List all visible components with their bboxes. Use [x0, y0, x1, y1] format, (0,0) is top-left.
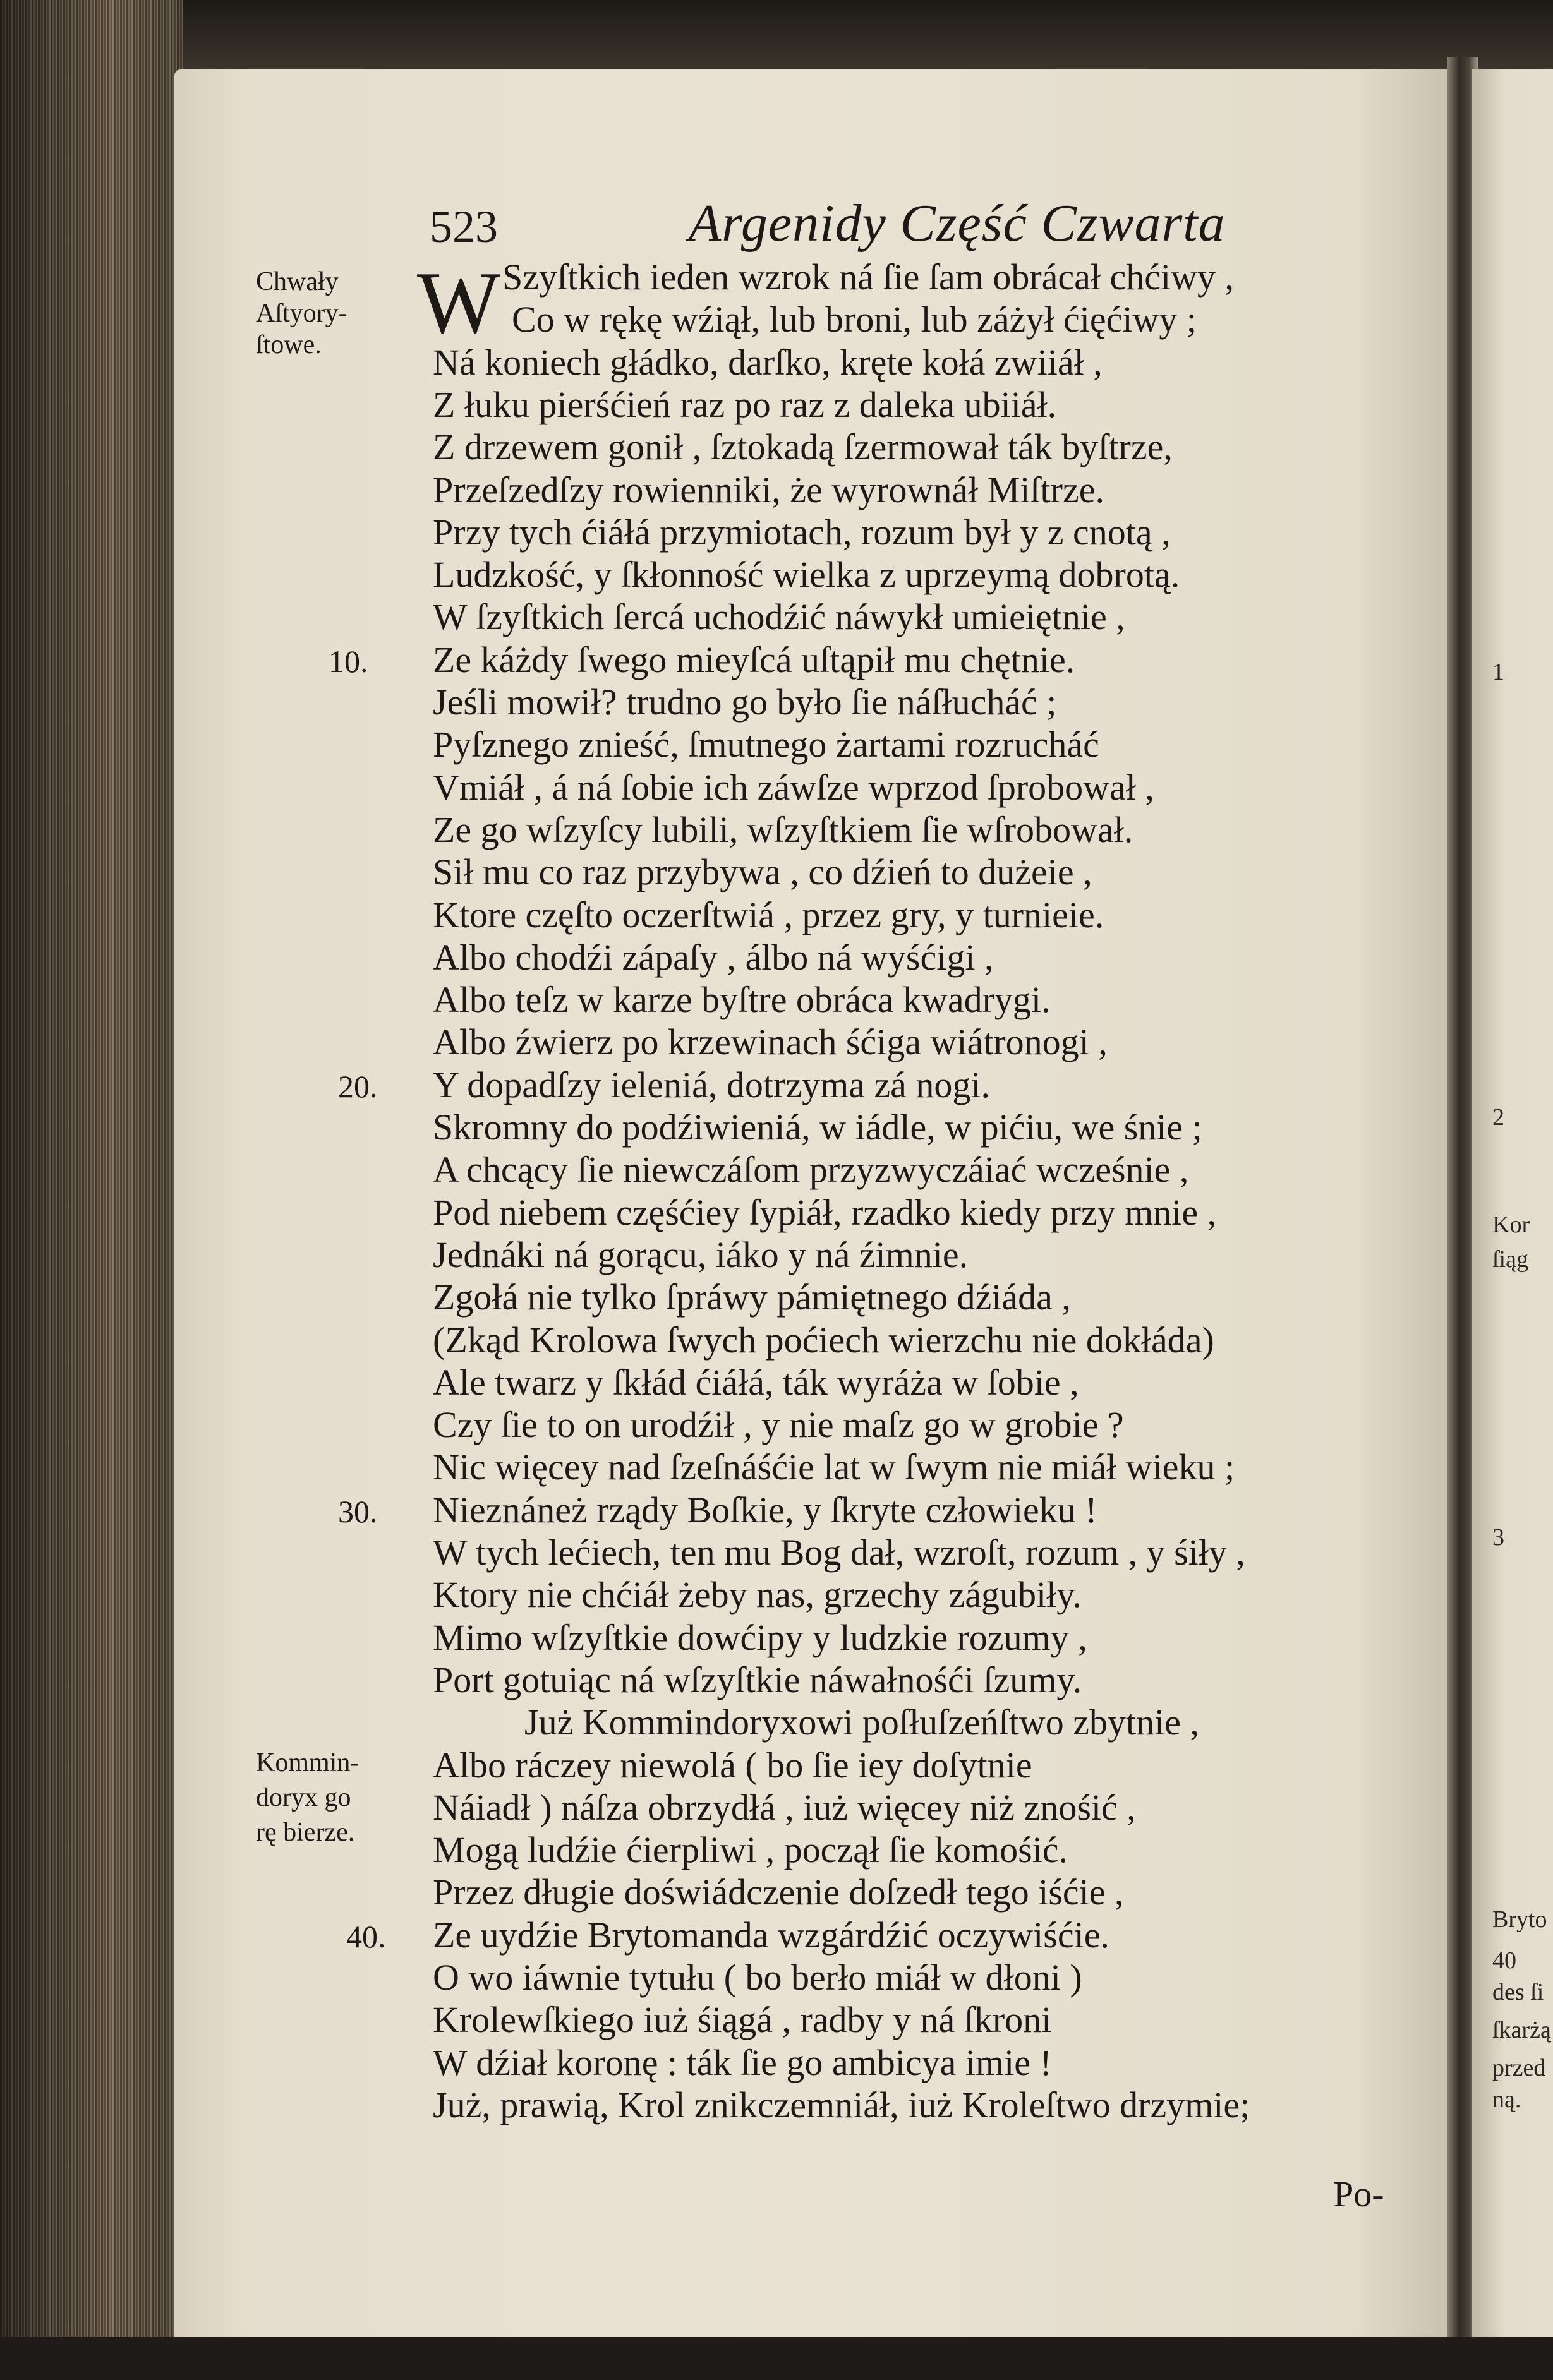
page-stack-edge: [0, 0, 183, 2380]
verse-line: Ze káżdy ſwego mieyſcá uſtąpił mu chętnie.: [433, 639, 1075, 680]
facing-page-fragment: 40: [1492, 1947, 1516, 1974]
verse-line: Z drzewem gonił , ſztokadą ſzermował ták byſtrze,: [433, 426, 1173, 468]
verse-line: Nic więcey nad ſzeſnáśćie lat w ſwym nie miáł wieku ;: [433, 1446, 1235, 1488]
verse-line: Przeſzedſzy rowienniki, że wyrownáł Miſtrze.: [433, 469, 1104, 510]
margin-note: Aſtyory-: [256, 299, 347, 328]
verse-line: Już Kommindoryxowi poſłuſzeńſtwo zbytnie ,: [524, 1702, 1200, 1743]
facing-page-fragment: des ſi: [1492, 1979, 1544, 2005]
facing-page-fragment: ną.: [1492, 2086, 1521, 2113]
facing-page-fragment: ſkarżą: [1492, 2017, 1551, 2043]
verse-line: Ale twarz y ſkłád ćiáłá, ták wyráża w ſobie ,: [433, 1361, 1079, 1403]
verse-line: Ná koniech głádko, darſko, kręte kołá zwiiáł ,: [433, 341, 1103, 383]
verse-line: Co w rękę wźiął, lub broni, lub záżył ćięćiwy ;: [512, 299, 1197, 340]
verse-line: Ze go wſzyſcy lubili, wſzyſtkiem ſie wſrobował.: [433, 808, 1133, 850]
facing-page-fragment: przed: [1492, 2055, 1546, 2081]
verse-line: Mogą ludźie ćierpliwi , począł ſie komośić.: [433, 1829, 1068, 1871]
verse-line: Pod niebem częśćiey ſypiáł, rzadko kiedy przy mnie ,: [433, 1191, 1217, 1233]
verse-line: W tych lećiech, ten mu Bog dał, wzroſt, rozum , y śiły ,: [433, 1532, 1245, 1573]
running-title: Argenidy Część Czwarta: [689, 194, 1226, 253]
verse-line: Port gotuiąc ná wſzyſtkie náwałnośći ſzumy.: [433, 1659, 1082, 1700]
verse-line: Ktory nie chćiáł żeby nas, grzechy zágubiły.: [433, 1574, 1082, 1616]
verse-line: Czy ſie to on urodźił , y nie maſz go w grobie ?: [433, 1404, 1124, 1446]
verse-line: W ſzyſtkich ſercá uchodźić náwykł umieiętnie ,: [433, 596, 1125, 638]
verse-line: Jeśli mowił? trudno go było ſie náſłucháć ;: [433, 682, 1057, 723]
verse-line: Już, prawią, Krol znikczemniáł, iuż Kroleſtwo drzymie;: [433, 2084, 1250, 2125]
verse-line: O wo iáwnie tytułu ( bo berło miáł w dłoni ): [433, 1957, 1082, 1998]
verse-line: Jednáki ná gorącu, iáko y ná źimnie.: [433, 1234, 969, 1275]
verse-line: Z łuku pierśćień raz po raz z daleka ubiiáł.: [433, 383, 1057, 425]
verse-line: Szyſtkich ieden wzrok ná ſie ſam obrácał chćiwy ,: [502, 256, 1234, 298]
verse-line: Albo chodźi zápaſy , álbo ná wyśćigi ,: [433, 936, 994, 978]
verse-line: Náiadł ) náſza obrzydłá , iuż więcey niż znośić ,: [433, 1786, 1136, 1828]
verse-line: (Zkąd Krolowa ſwych poćiech wierzchu nie dokłáda): [433, 1319, 1214, 1361]
facing-page-fragment: 3: [1492, 1524, 1504, 1551]
margin-note: Kommin-: [256, 1748, 360, 1777]
facing-page-fragment: 2: [1492, 1104, 1504, 1131]
verse-line: Przy tych ćiáłá przymiotach, rozum był y z cnotą ,: [433, 511, 1171, 553]
margin-note: rę bierze.: [256, 1818, 355, 1847]
verse-line: Albo ráczey niewolá ( bo ſie iey doſytnie: [433, 1744, 1032, 1786]
verse-line: Y dopadſzy ieleniá, dotrzyma zá nogi.: [433, 1064, 991, 1105]
facing-page-fragment: Bryto: [1492, 1906, 1547, 1933]
verse-line: Pyſznego znieść, ſmutnego żartami rozrucháć: [433, 724, 1099, 766]
facing-page-fragment: 1: [1492, 659, 1504, 685]
margin-note: Chwały: [256, 267, 339, 296]
facing-page-fragment: ſiąg: [1492, 1246, 1528, 1273]
verse-line: W dźiał koronę : ták ſie go ambicya imie !: [433, 2041, 1052, 2083]
verse-line: Sił mu co raz przybywa , co dźień to dużeie ,: [433, 851, 1092, 893]
verse-line: Albo źwierz po krzewinach śćiga wiátronogi ,: [433, 1021, 1108, 1063]
margin-note: ſtowe.: [256, 330, 322, 359]
verse-line: A chcący ſie niewczáſom przyzwyczáiać wcześnie ,: [433, 1149, 1189, 1191]
verse-line: Vmiáł , á ná ſobie ich záwſze wprzod ſprobował ,: [433, 766, 1154, 808]
line-number: 10.: [329, 643, 368, 679]
page-number: 523: [430, 201, 498, 252]
verse-line: Nieznáneż rządy Boſkie, y ſkryte człowieku !: [433, 1489, 1097, 1530]
catchword: Po-: [1333, 2173, 1384, 2215]
verse-line: Ludzkość, y ſkłonność wielka z uprzeymą dobrotą.: [433, 554, 1180, 596]
verse-line: Ze uydźie Brytomanda wzgárdźić oczywiśćie.: [433, 1914, 1109, 1956]
line-number: 30.: [338, 1493, 378, 1529]
line-number: 40.: [346, 1918, 386, 1954]
verse-line: Krolewſkiego iuż śiągá , radby y ná ſkroni: [433, 1999, 1052, 2041]
verse-line: Skromny do podźiwieniá, w iádle, w pićiu, we śnie ;: [433, 1107, 1202, 1148]
verse-line: Mimo wſzyſtkie dowćipy y ludzkie rozumy ,: [433, 1616, 1087, 1658]
book-bottom-edge: [0, 2337, 1553, 2380]
facing-page-fragment: Kor: [1492, 1211, 1530, 1238]
verse-line: Ktore częſto oczerſtwiá , przez gry, y turnieie.: [433, 894, 1104, 935]
verse-line: Przez długie doświádczenie doſzedł tego iśćie ,: [433, 1872, 1124, 1913]
verse-line: Zgołá nie tylko ſpráwy pámiętnego dźiáda ,: [433, 1277, 1071, 1318]
drop-cap: W: [417, 254, 501, 352]
verse-line: Albo teſz w karze byſtre obráca kwadrygi.: [433, 979, 1051, 1021]
line-number: 20.: [338, 1068, 378, 1104]
margin-note: doryx go: [256, 1783, 351, 1812]
